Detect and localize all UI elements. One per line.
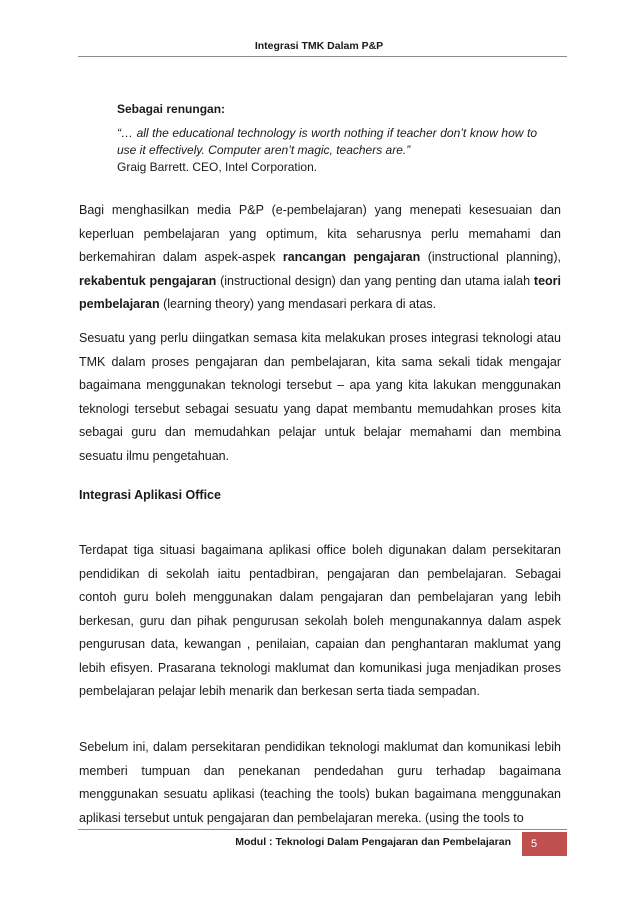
paragraph-2: Sesuatu yang perlu diingatkan semasa kita melakukan proses integrasi teknologi atau TMK dalam proses pengajaran dan pembelajaran, kita sama sekali tidak mengajar bagaimana menggunakan teknologi tersebut – apa yang kita lakukan menggunakan teknologi tersebut sebagai sesuatu yang dapat membantu memudahkan proses kita sebagai guru dan memudahkan pelajar untuk belajar memahami dan membina sesuatu ilmu pengetahuan. — [79, 331, 561, 463]
quote-heading: Sebagai renungan: — [117, 102, 226, 116]
paragraph-1-text-3: (instructional design) dan yang penting dan utama ialah — [216, 273, 534, 288]
page-number: 5 — [522, 832, 567, 856]
term-teori-pembelajaran: teori pembelajaran — [79, 273, 561, 311]
paragraph-1 — [79, 199, 561, 317]
paragraph-4: Sebelum ini, dalam persekitaran pendidikan teknologi maklumat dan komunikasi lebih memberi tumpuan dan penekanan pendedahan guru terhadap bagaimana menggunakan sesuatu aplikasi (teaching the tools) bukan bagaimana menggunakan aplikasi tersebut untuk pengajaran dan pembelajaran mereka. (using the tools to — [79, 740, 561, 825]
term-rekabentuk-pengajaran: rekabentuk pengajaran — [79, 273, 217, 288]
paragraph-1-text-2: (instructional planning), — [420, 250, 562, 264]
header-title: Integrasi TMK Dalam P&P — [254, 40, 384, 52]
section-heading: Integrasi Aplikasi Office — [79, 488, 221, 502]
term-rancangan-pengajaran: rancangan pengajaran — [282, 250, 421, 264]
quote-author: Graig Barrett. CEO, Intel Corporation. — [117, 160, 318, 174]
paragraph-1-text-4: (learning theory) yang mendasari perkara di atas. — [159, 297, 437, 311]
header-rule — [78, 56, 567, 57]
paragraph-3: Terdapat tiga situasi bagaimana aplikasi office boleh digunakan dalam persekitaran pendidikan di sekolah iaitu pentadbiran, pengajaran dan pembelajaran. Sebagai contoh guru boleh menggunakan dalam pengajaran dan pembelajaran yang lebih berkesan, guru dan pihak pengurusan sekolah boleh mengunakannya dalam aspek pengurusan data, kewangan , penilaian, capaian dan penghantaran maklumat yang lebih efisyen. Prasarana teknologi maklumat dan komunikasi juga menjadikan proses pembelajaran pelajar lebih menarik dan berkesan serta tiada sempadan. — [79, 543, 561, 698]
footer-rule — [78, 829, 567, 830]
page-footer — [78, 832, 567, 854]
quote-body: “… all the educational technology is worth nothing if teacher don’t know how to use it effectively. Computer aren’t magic, teachers are.” — [117, 126, 537, 157]
reflection-quote — [117, 101, 537, 176]
paragraph-1-text-1: Bagi menghasilkan media P&P (e-pembelajaran) yang menepati kesesuaian dan keperluan pembelajaran yang optimum, kita seharusnya perlu memahami dan berkemahiran dalam aspek-aspek — [79, 203, 561, 264]
footer-module-text: Modul : Teknologi Dalam Pengajaran dan Pembelajaran — [235, 836, 511, 848]
